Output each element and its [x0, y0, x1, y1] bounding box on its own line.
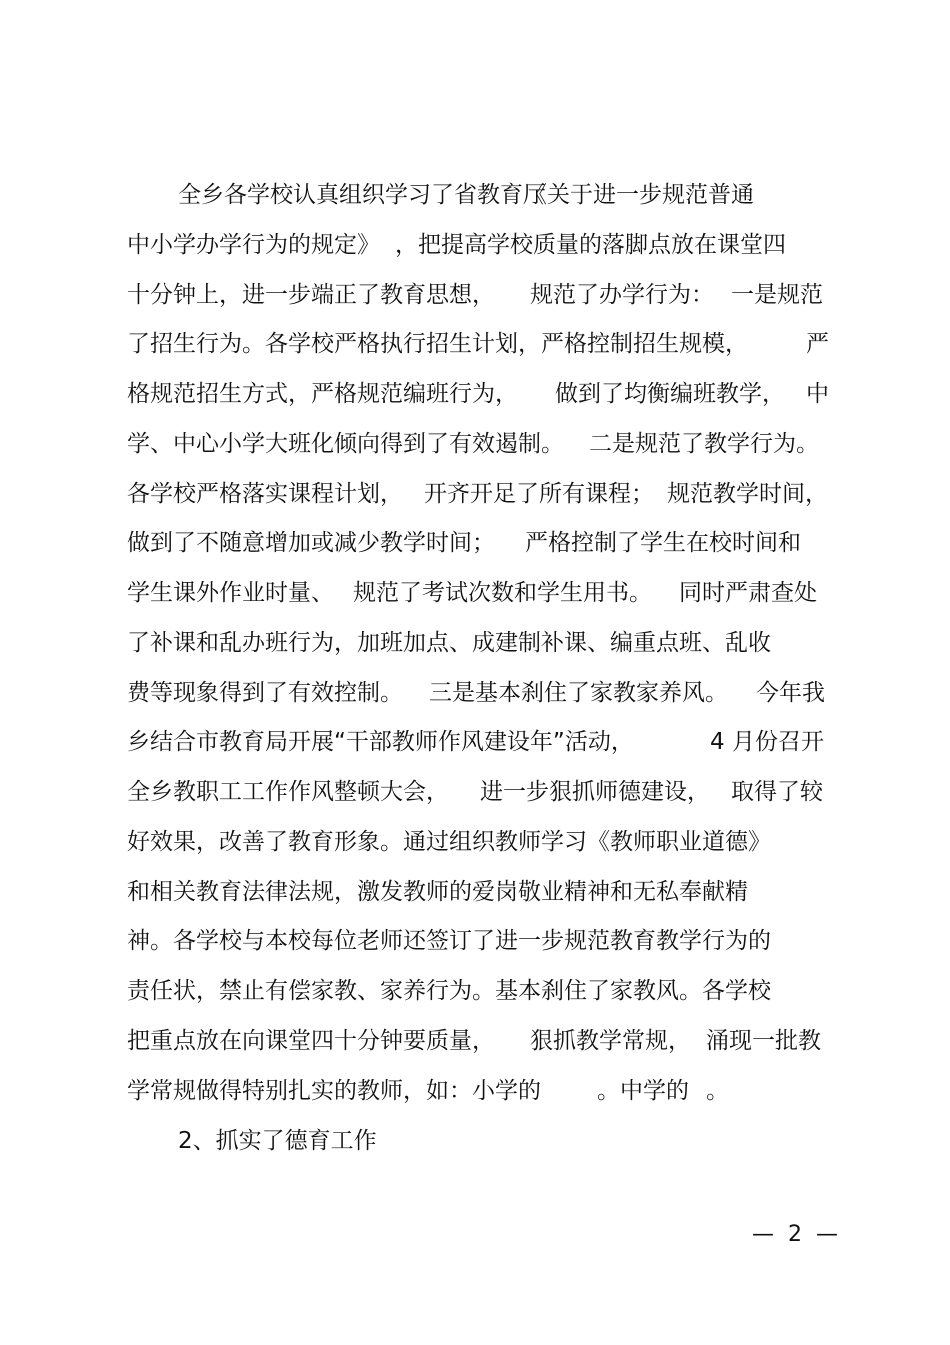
text-segment: 中: [806, 381, 829, 407]
text-line: [0, 971, 950, 1011]
text-segment: 规范了考试次数和学生用书。: [353, 580, 652, 606]
text-line: [0, 523, 950, 563]
text-line: [0, 921, 950, 961]
text-line: [0, 1071, 950, 1111]
text-segment: 2、抓实了德育工作: [178, 1128, 377, 1154]
text-segment: 中小学办学行为的规定》: [127, 232, 380, 258]
text-segment: 开齐开足了所有课程；: [424, 481, 654, 507]
text-segment: 进一步狠抓师德建设，: [480, 779, 710, 805]
text-segment: 严格控制了学生在校时间和: [525, 530, 801, 556]
text-line: [0, 673, 950, 713]
text-line: [0, 722, 950, 762]
text-segment: ，把提高学校质量的落脚点放在课堂四: [395, 232, 786, 258]
text-segment: 。: [706, 1078, 729, 1104]
text-segment: 做到了均衡编班教学，: [555, 381, 785, 407]
text-segment: 4 月份召开: [710, 729, 824, 755]
text-segment: 做到了不随意增加或减少教学时间；: [127, 530, 495, 556]
text-segment: 学常规做得特别扎实的教师，如：小学的: [127, 1078, 541, 1104]
text-line: [0, 225, 950, 265]
text-line: [0, 474, 950, 514]
text-line: [0, 1021, 950, 1061]
text-segment: 和相关教育法律法规，激发教师的爱岗敬业精神和无私奉献精: [127, 879, 748, 905]
text-segment: 全乡教职工工作作风整顿大会，: [127, 779, 449, 805]
text-segment: 了招生行为。各学校严格执行招生计划，严格控制招生规模，: [127, 331, 748, 357]
text-line: [0, 424, 950, 464]
text-line: [0, 872, 950, 912]
text-line: [0, 822, 950, 862]
text-segment: 二是规范了教学行为。: [589, 431, 819, 457]
text-line: [0, 623, 950, 663]
text-segment: 各学校严格落实课程计划，: [127, 481, 403, 507]
text-segment: 费等现象得到了有效控制。: [127, 680, 403, 706]
text-segment: 神。各学校与本校每位老师还签订了进一步规范教育教学行为的: [127, 928, 771, 954]
text-line: [0, 1121, 950, 1161]
page-number: — 2 —: [752, 1222, 838, 1247]
text-segment: 同时严肃查处: [679, 580, 817, 606]
text-segment: 十分钟上，进一步端正了教育思想，: [127, 282, 495, 308]
text-segment: 规范教学时间，: [667, 481, 828, 507]
text-segment: 学生课外作业时量、: [127, 580, 334, 606]
text-segment: 今年我: [756, 680, 825, 706]
text-segment: 取得了较: [731, 779, 823, 805]
text-segment: 涌现一批教: [706, 1028, 821, 1054]
text-segment: 。中学的: [597, 1078, 689, 1104]
text-segment: 《关于进一步规范普通: [524, 182, 754, 208]
text-line: [0, 573, 950, 613]
text-segment: 格规范招生方式，严格规范编班行为，: [127, 381, 518, 407]
text-segment: 乡结合市教育局开展“干部教师作风建设年”活动，: [127, 729, 634, 755]
text-segment: 好效果，改善了教育形象。通过组织教师学习《教师职业道德》: [127, 829, 771, 855]
text-line: [0, 275, 950, 315]
text-segment: 严: [806, 331, 829, 357]
text-line: [0, 772, 950, 812]
text-segment: 规范了办学行为：: [530, 282, 714, 308]
text-segment: 狠抓教学常规，: [530, 1028, 691, 1054]
text-line: [0, 374, 950, 414]
text-line: [0, 324, 950, 364]
text-segment: 学、中心小学大班化倾向得到了有效遏制。: [127, 431, 564, 457]
text-segment: 责任状，禁止有偿家教、家养行为。基本刹住了家教风。各学校: [127, 978, 771, 1004]
text-segment: 三是基本刹住了家教家养风。: [429, 680, 728, 706]
text-line: [0, 175, 950, 215]
text-segment: 了补课和乱办班行为，加班加点、成建制补课、编重点班、乱收: [127, 630, 771, 656]
text-segment: 全乡各学校认真组织学习了省教育厅: [178, 182, 546, 208]
text-segment: 把重点放在向课堂四十分钟要质量，: [127, 1028, 495, 1054]
text-segment: 一是规范: [731, 282, 823, 308]
